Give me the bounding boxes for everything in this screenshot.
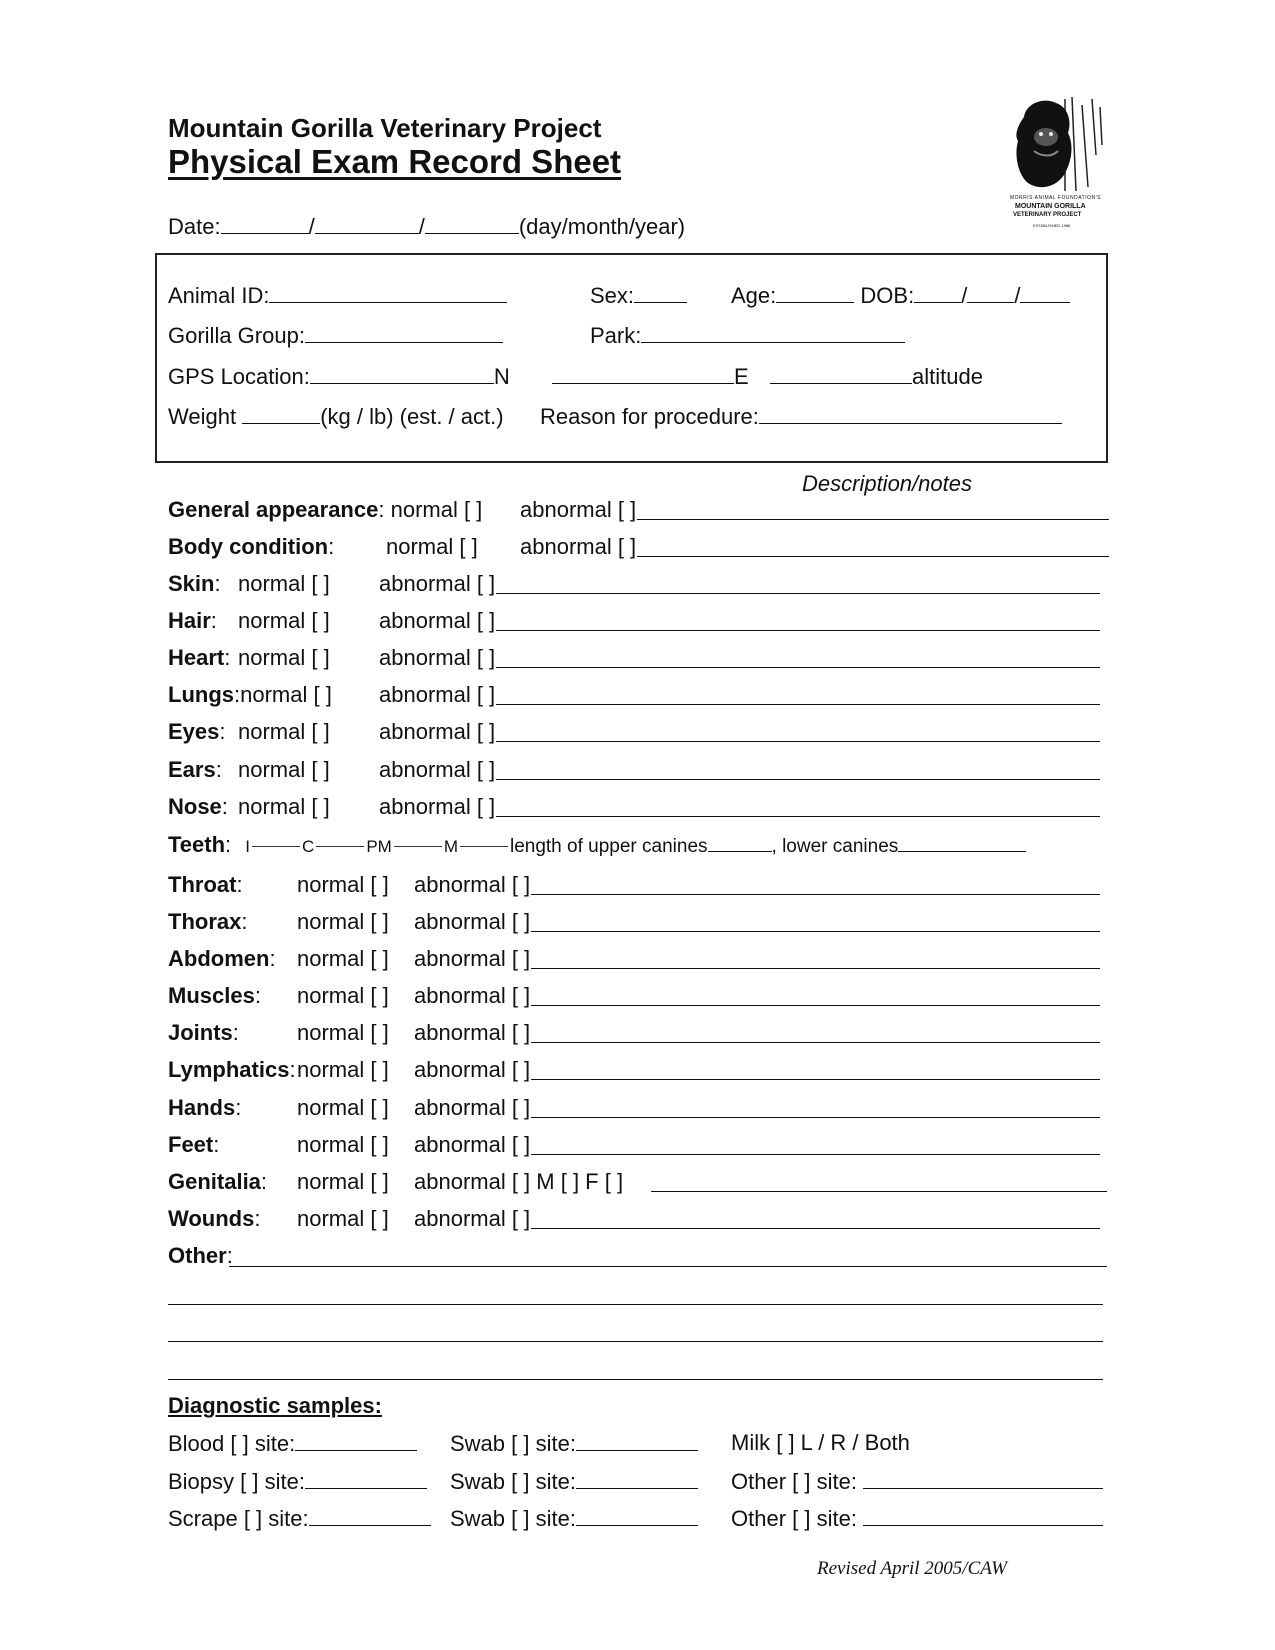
canines-field[interactable] [316,846,364,847]
exam-row-body-condition [168,534,334,560]
gps-east-row [552,363,749,390]
revision-note: Revised April 2005/CAW [817,1558,1007,1579]
dob-year-field[interactable] [1020,282,1070,303]
sample-label: Blood [ ] site: [168,1431,296,1456]
other-notes-line[interactable] [168,1379,1103,1380]
altitude-field[interactable] [770,363,912,384]
organization-name: Mountain Gorilla Veterinary Project [168,113,602,143]
park-field[interactable] [641,322,905,343]
colon: : [214,571,221,596]
notes-line[interactable] [496,667,1100,668]
exam-label: Muscles [168,983,255,1008]
north-label: N [493,364,510,389]
sample-label: Other [ ] site: [731,1506,857,1531]
upper-canines-label: length of upper canines [509,836,708,857]
weight-label: Weight [168,404,237,429]
sex-row [590,282,687,309]
molars-field[interactable] [460,846,508,847]
normal-joints[interactable]: normal [ ] [297,1020,389,1045]
abnormal-throat[interactable]: abnormal [ ] [414,872,531,897]
sex-field[interactable] [634,282,687,303]
exam-label: Feet [168,1132,214,1157]
colon: : [289,1057,296,1082]
altitude-row [770,363,983,390]
date-month-field[interactable] [315,213,419,234]
colon: : [226,1243,233,1268]
notes-line[interactable] [496,593,1100,594]
diag-blood [168,1430,417,1457]
colon: : [221,794,228,819]
normal-thorax[interactable]: normal [ ] [297,909,389,934]
age-label: Age: [731,283,777,308]
page-title: Physical Exam Record Sheet [168,143,622,180]
normal-nose[interactable]: normal [ ] [238,794,330,819]
normal-skin[interactable]: normal [ ] [238,571,330,596]
exam-row-lungs [168,682,332,708]
animal-id-field[interactable] [269,282,507,303]
colon: : [213,1132,220,1157]
date-label: Date: [168,214,221,239]
exam-label: Throat [168,872,237,897]
colon: : [210,608,217,633]
notes-header: Description/notes [802,471,972,496]
abnormal-heart[interactable]: abnormal [ ] [379,645,496,670]
date-format-hint: (day/month/year) [518,214,686,239]
dob-month-field[interactable] [967,282,1014,303]
colon: : [328,534,335,559]
sample-site-field[interactable] [576,1468,698,1489]
exam-row-heart [168,645,230,671]
abnormal-thorax[interactable]: abnormal [ ] [414,909,531,934]
notes-line[interactable] [496,816,1100,817]
date-year-field[interactable] [425,213,519,234]
exam-row-abdomen [168,946,276,972]
exam-label: Nose [168,794,222,819]
normal-hair[interactable]: normal [ ] [238,608,330,633]
notes-line[interactable] [496,630,1100,631]
notes-line[interactable] [496,741,1100,742]
exam-label: Lungs [168,682,234,707]
abnormal-hands[interactable]: abnormal [ ] [414,1095,531,1120]
upper-canines-field[interactable] [708,835,772,852]
normal-lymphatics[interactable]: normal [ ] [297,1057,389,1082]
lower-canines-field[interactable] [898,835,1026,852]
sample-site-field[interactable] [305,1468,427,1489]
other-row [168,1243,233,1269]
notes-line[interactable] [651,1191,1107,1192]
exam-row-ears [168,757,222,783]
sample-site-field[interactable] [295,1430,417,1451]
canines-label: C [302,837,315,856]
abnormal-skin[interactable]: abnormal [ ] [379,571,496,596]
abnormal-hair[interactable]: abnormal [ ] [379,608,496,633]
exam-label: Eyes [168,719,220,744]
exam-row-eyes [168,719,226,745]
normal-feet[interactable]: normal [ ] [297,1132,389,1157]
normal-checkbox[interactable]: normal [ ] [390,497,483,522]
diag-other-2 [731,1505,1103,1532]
diag-milk[interactable]: Milk [ ] L / R / Both [731,1430,910,1455]
exam-label: Joints [168,1020,233,1045]
logo-text-3: VETERINARY PROJECT [1013,212,1082,218]
exam-row-throat [168,872,243,898]
exam-label: Genitalia [168,1169,261,1194]
sample-site-field[interactable] [863,1505,1103,1526]
colon: : [224,645,231,670]
exam-row-wounds [168,1206,260,1232]
diag-biopsy [168,1468,427,1495]
reason-field[interactable] [759,403,1062,424]
abnormal-wounds[interactable]: abnormal [ ] [414,1206,531,1231]
sample-label: Scrape [ ] site: [168,1506,309,1531]
logo-text-4: ESTABLISHED 1986 [1033,223,1071,228]
exam-label: Hair [168,608,211,633]
dob-separator: / [1014,283,1021,308]
sample-label: Biopsy [ ] site: [168,1469,305,1494]
normal-body-condition[interactable]: normal [ ] [386,534,478,559]
abnormal-abdomen[interactable]: abnormal [ ] [414,946,531,971]
gps-label: GPS Location: [168,364,310,389]
sample-label: Swab [ ] site: [450,1431,576,1456]
other-notes-line[interactable] [168,1341,1103,1342]
abnormal-feet[interactable]: abnormal [ ] [414,1132,531,1157]
notes-line[interactable] [531,1079,1100,1080]
dob-day-field[interactable] [914,282,961,303]
normal-eyes[interactable]: normal [ ] [238,719,330,744]
colon: : [378,497,385,522]
group-row [168,322,503,349]
animal-id-label: Animal ID: [168,283,270,308]
sample-site-field[interactable] [309,1505,431,1526]
altitude-label: altitude [912,364,983,389]
colon: : [234,682,241,707]
colon: : [232,1020,239,1045]
reason-label: Reason for procedure: [540,404,759,429]
premolars-field[interactable] [394,846,442,847]
colon: : [236,872,243,897]
abnormal-eyes[interactable]: abnormal [ ] [379,719,496,744]
exam-row-skin [168,571,221,597]
colon: : [241,909,248,934]
colon: : [269,946,276,971]
incisors-field[interactable] [252,846,300,847]
diag-swab-3 [450,1505,698,1532]
other-notes-line[interactable] [229,1266,1107,1267]
exam-label: Ears [168,757,216,782]
exam-label: Skin [168,571,215,596]
normal-heart[interactable]: normal [ ] [238,645,330,670]
exam-row-muscles [168,983,261,1009]
group-field[interactable] [305,322,503,343]
exam-row-feet [168,1132,219,1158]
abnormal-checkbox[interactable]: abnormal [ ] [414,1169,531,1194]
park-row [590,322,905,349]
notes-line[interactable] [531,968,1100,969]
exam-label: Body condition [168,534,329,559]
notes-line[interactable] [531,1005,1100,1006]
gps-north-field[interactable] [310,363,494,384]
colon: : [260,1169,268,1194]
exam-row-thorax [168,909,247,935]
diag-swab-1 [450,1430,698,1457]
sample-site-field[interactable] [576,1430,698,1451]
abnormal-body-condition[interactable]: abnormal [ ] [520,534,637,559]
normal-checkbox[interactable]: normal [ ] [240,682,332,707]
exam-label: General appearance [168,497,379,522]
colon: : [225,832,232,857]
exam-row-hair [168,608,217,634]
abnormal-lungs[interactable]: abnormal [ ] [379,682,496,707]
sample-label: Swab [ ] site: [450,1506,576,1531]
dob-separator: / [961,283,968,308]
notes-line[interactable] [531,894,1100,895]
teeth-label: Teeth [168,832,226,857]
notes-line[interactable] [531,1154,1100,1155]
age-field[interactable] [776,282,854,303]
colon: : [235,1095,242,1120]
abnormal-muscles[interactable]: abnormal [ ] [414,983,531,1008]
exam-label: Thorax [168,909,242,934]
gorilla-logo [1005,95,1115,235]
notes-line[interactable] [531,931,1100,932]
diagnostics-title: Diagnostic samples: [168,1393,382,1418]
abnormal-general-appearance[interactable]: abnormal [ ] [520,497,637,522]
weight-units: (kg / lb) (est. / act.) [320,404,504,429]
normal-wounds[interactable]: normal [ ] [297,1206,389,1231]
abnormal-nose[interactable]: abnormal [ ] [379,794,496,819]
colon: : [254,983,261,1008]
normal-muscles[interactable]: normal [ ] [297,983,389,1008]
exam-label: Wounds [168,1206,255,1231]
abnormal-lymphatics[interactable]: abnormal [ ] [414,1057,531,1082]
exam-label: Lymphatics [168,1057,290,1082]
age-row [731,282,1070,309]
other-notes-line[interactable] [168,1304,1103,1305]
sample-site-field[interactable] [863,1468,1103,1489]
sample-label: Swab [ ] site: [450,1469,576,1494]
notes-line[interactable] [496,779,1100,780]
lower-canines-label: , lower canines [771,836,899,857]
colon: : [219,719,226,744]
logo-text-1: MORRIS ANIMAL FOUNDATION'S [1010,195,1101,201]
normal-throat[interactable]: normal [ ] [297,872,389,897]
notes-line[interactable] [637,556,1109,557]
dob-label: DOB: [860,283,915,308]
notes-line[interactable] [531,1117,1100,1118]
notes-line[interactable] [496,704,1100,705]
exam-row-genitalia [168,1169,267,1195]
sample-site-field[interactable] [576,1505,698,1526]
sample-label: Other [ ] site: [731,1469,857,1494]
gps-east-field[interactable] [552,363,734,384]
weight-field[interactable] [242,403,320,424]
notes-line[interactable] [531,1228,1100,1229]
colon: : [215,757,222,782]
east-label: E [734,364,749,389]
exam-label: Heart [168,645,225,670]
abnormal-ears[interactable]: abnormal [ ] [379,757,496,782]
normal-abdomen[interactable]: normal [ ] [297,946,389,971]
teeth-row [168,832,1026,860]
sex-checkboxes[interactable]: M [ ] F [ ] [536,1169,624,1194]
exam-row-general-appearance [168,497,482,523]
sex-label: Sex: [590,283,635,308]
gps-row [168,363,510,390]
exam-row-lymphatics [168,1057,296,1083]
diag-scrape [168,1505,431,1532]
exam-row-hands [168,1095,241,1121]
weight-row [168,403,504,430]
abnormal-joints[interactable]: abnormal [ ] [414,1020,531,1045]
exam-row-joints [168,1020,239,1046]
notes-line[interactable] [637,519,1109,520]
diag-swab-2 [450,1468,698,1495]
park-label: Park: [590,323,642,348]
gorilla-icon [1010,95,1110,195]
exam-label: Abdomen [168,946,270,971]
notes-line[interactable] [531,1042,1100,1043]
reason-row [540,403,1062,430]
group-label: Gorilla Group: [168,323,305,348]
diag-other-1 [731,1468,1103,1495]
exam-row-nose [168,794,228,820]
other-label: Other [168,1243,227,1268]
normal-ears[interactable]: normal [ ] [238,757,330,782]
normal-hands[interactable]: normal [ ] [297,1095,389,1120]
premolars-label: PM [366,837,392,856]
molars-label: M [443,837,458,856]
incisors-label: I [245,837,251,856]
exam-label: Hands [168,1095,236,1120]
colon: : [254,1206,261,1231]
normal-genitalia[interactable]: normal [ ] [297,1169,389,1194]
date-separator: / [418,214,425,239]
logo-text-2: MOUNTAIN GORILLA [1015,203,1086,210]
animal-id-row [168,282,507,309]
abnormal-genitalia [414,1169,623,1195]
date-separator: / [308,214,315,239]
date-day-field[interactable] [221,213,309,234]
date-row [168,213,685,240]
